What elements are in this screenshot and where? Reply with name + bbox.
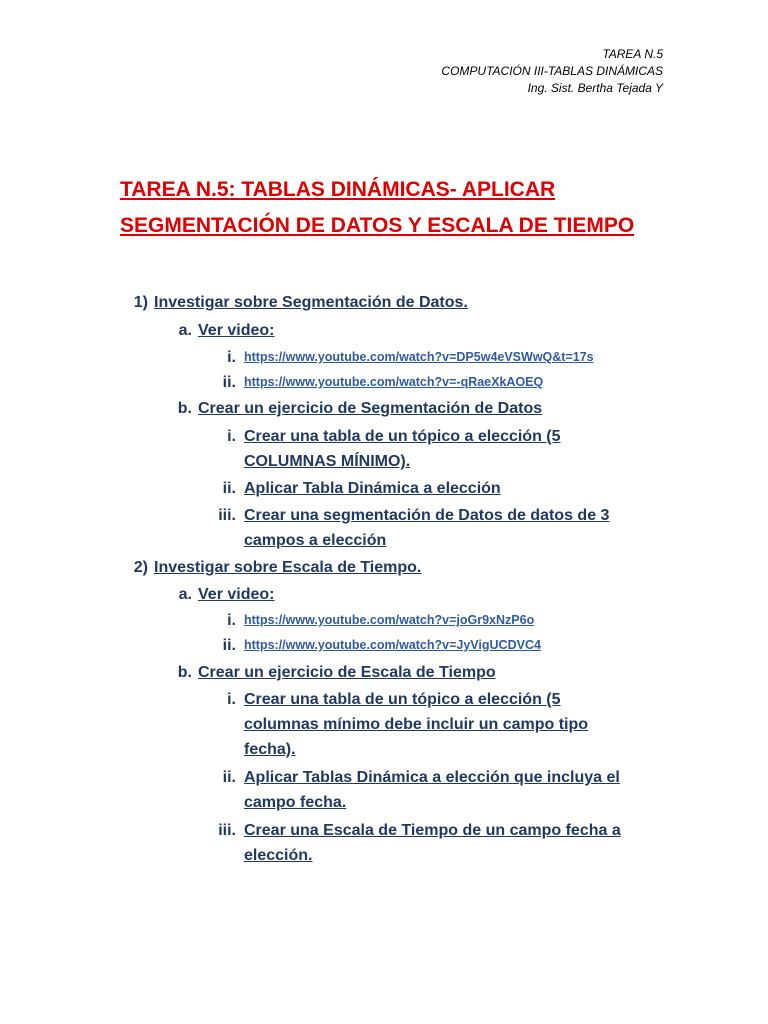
section-2b-ii-line2: campo fecha. xyxy=(244,794,347,811)
list-number: 1) xyxy=(133,294,148,311)
section-2a-i xyxy=(200,608,534,633)
section-2b-i xyxy=(200,687,664,762)
section-2b-i-line3: fecha). xyxy=(244,741,296,758)
section-1b-i xyxy=(200,424,664,474)
list-number: i. xyxy=(227,428,236,445)
section-2b-iii-line2: elección. xyxy=(244,847,313,864)
list-number: ii. xyxy=(222,374,236,391)
section-2-label: Investigar sobre Escala de Tiempo. xyxy=(154,559,422,576)
video-link-3[interactable]: https://www.youtube.com/watch?v=joGr9xNzP6o xyxy=(244,613,535,627)
section-2 xyxy=(128,555,421,580)
title-line-2: SEGMENTACIÓN DE DATOS Y ESCALA DE TIEMPO xyxy=(120,214,635,237)
section-2b-ii-line1: Aplicar Tablas Dinámica a elección que incluya el xyxy=(244,769,620,786)
section-1a-label: Ver video: xyxy=(198,322,275,339)
list-number: iii. xyxy=(218,822,236,839)
section-1a-i xyxy=(200,345,594,370)
video-link-4[interactable]: https://www.youtube.com/watch?v=JyVigUCDVC4 xyxy=(244,638,541,652)
section-2b-iii-line1: Crear una Escala de Tiempo de un campo fecha a xyxy=(244,822,621,839)
list-number: 2) xyxy=(133,559,148,576)
section-2b-label: Crear un ejercicio de Escala de Tiempo xyxy=(198,664,496,681)
section-1b-iii-line2: campos a elección xyxy=(244,532,387,549)
section-1a-ii xyxy=(200,370,543,395)
list-number: ii. xyxy=(222,480,236,497)
list-number: i. xyxy=(227,691,236,708)
page-header xyxy=(441,46,663,97)
list-number: b. xyxy=(177,400,192,417)
list-number: i. xyxy=(227,612,236,629)
section-1b-ii-text: Aplicar Tabla Dinámica a elección xyxy=(244,480,501,497)
title-line-1: TAREA N.5: TABLAS DINÁMICAS- APLICAR xyxy=(120,178,556,201)
list-number: iii. xyxy=(218,507,236,524)
header-assignment: TAREA N.5 xyxy=(602,47,663,61)
section-1b-i-line2: COLUMNAS MÍNIMO). xyxy=(244,453,411,470)
section-1b-iii-text xyxy=(244,503,664,553)
page-title xyxy=(120,172,680,244)
section-2b-ii-text xyxy=(244,765,664,815)
list-number: b. xyxy=(177,664,192,681)
list-number: ii. xyxy=(222,637,236,654)
section-2b-i-line2: columnas mínimo debe incluir un campo tipo xyxy=(244,716,589,733)
header-course: COMPUTACIÓN III-TABLAS DINÁMICAS xyxy=(441,64,663,78)
list-number: a. xyxy=(178,322,192,339)
section-2b-iii-text xyxy=(244,818,664,868)
section-1b-iii xyxy=(200,503,664,553)
header-teacher: Ing. Sist. Bertha Tejada Y xyxy=(527,81,663,95)
section-2b xyxy=(168,660,496,685)
section-1-label: Investigar sobre Segmentación de Datos. xyxy=(154,294,468,311)
section-2b-i-text xyxy=(244,687,664,762)
video-link-1[interactable]: https://www.youtube.com/watch?v=DP5w4eVSWwQ&t=17s xyxy=(244,350,594,364)
list-number: i. xyxy=(227,349,236,366)
section-1b-ii xyxy=(200,476,664,501)
list-number: ii. xyxy=(222,769,236,786)
section-1b-i-text xyxy=(244,424,664,474)
section-1b-iii-line1: Crear una segmentación de Datos de datos de 3 xyxy=(244,507,610,524)
section-2a-label: Ver video: xyxy=(198,586,275,603)
section-2b-ii xyxy=(200,765,664,815)
video-link-2[interactable]: https://www.youtube.com/watch?v=-qRaeXkAOEQ xyxy=(244,375,544,389)
section-1a xyxy=(168,318,274,343)
section-2b-i-line1: Crear una tabla de un tópico a elección (5 xyxy=(244,691,561,708)
section-1b-i-line1: Crear una tabla de un tópico a elección (5 xyxy=(244,428,561,445)
section-2a-ii xyxy=(200,633,541,658)
section-2b-iii xyxy=(200,818,664,868)
section-2a xyxy=(168,582,274,607)
section-1b xyxy=(168,396,542,421)
list-number: a. xyxy=(178,586,192,603)
section-1 xyxy=(128,290,468,315)
section-1b-label: Crear un ejercicio de Segmentación de Datos xyxy=(198,400,543,417)
